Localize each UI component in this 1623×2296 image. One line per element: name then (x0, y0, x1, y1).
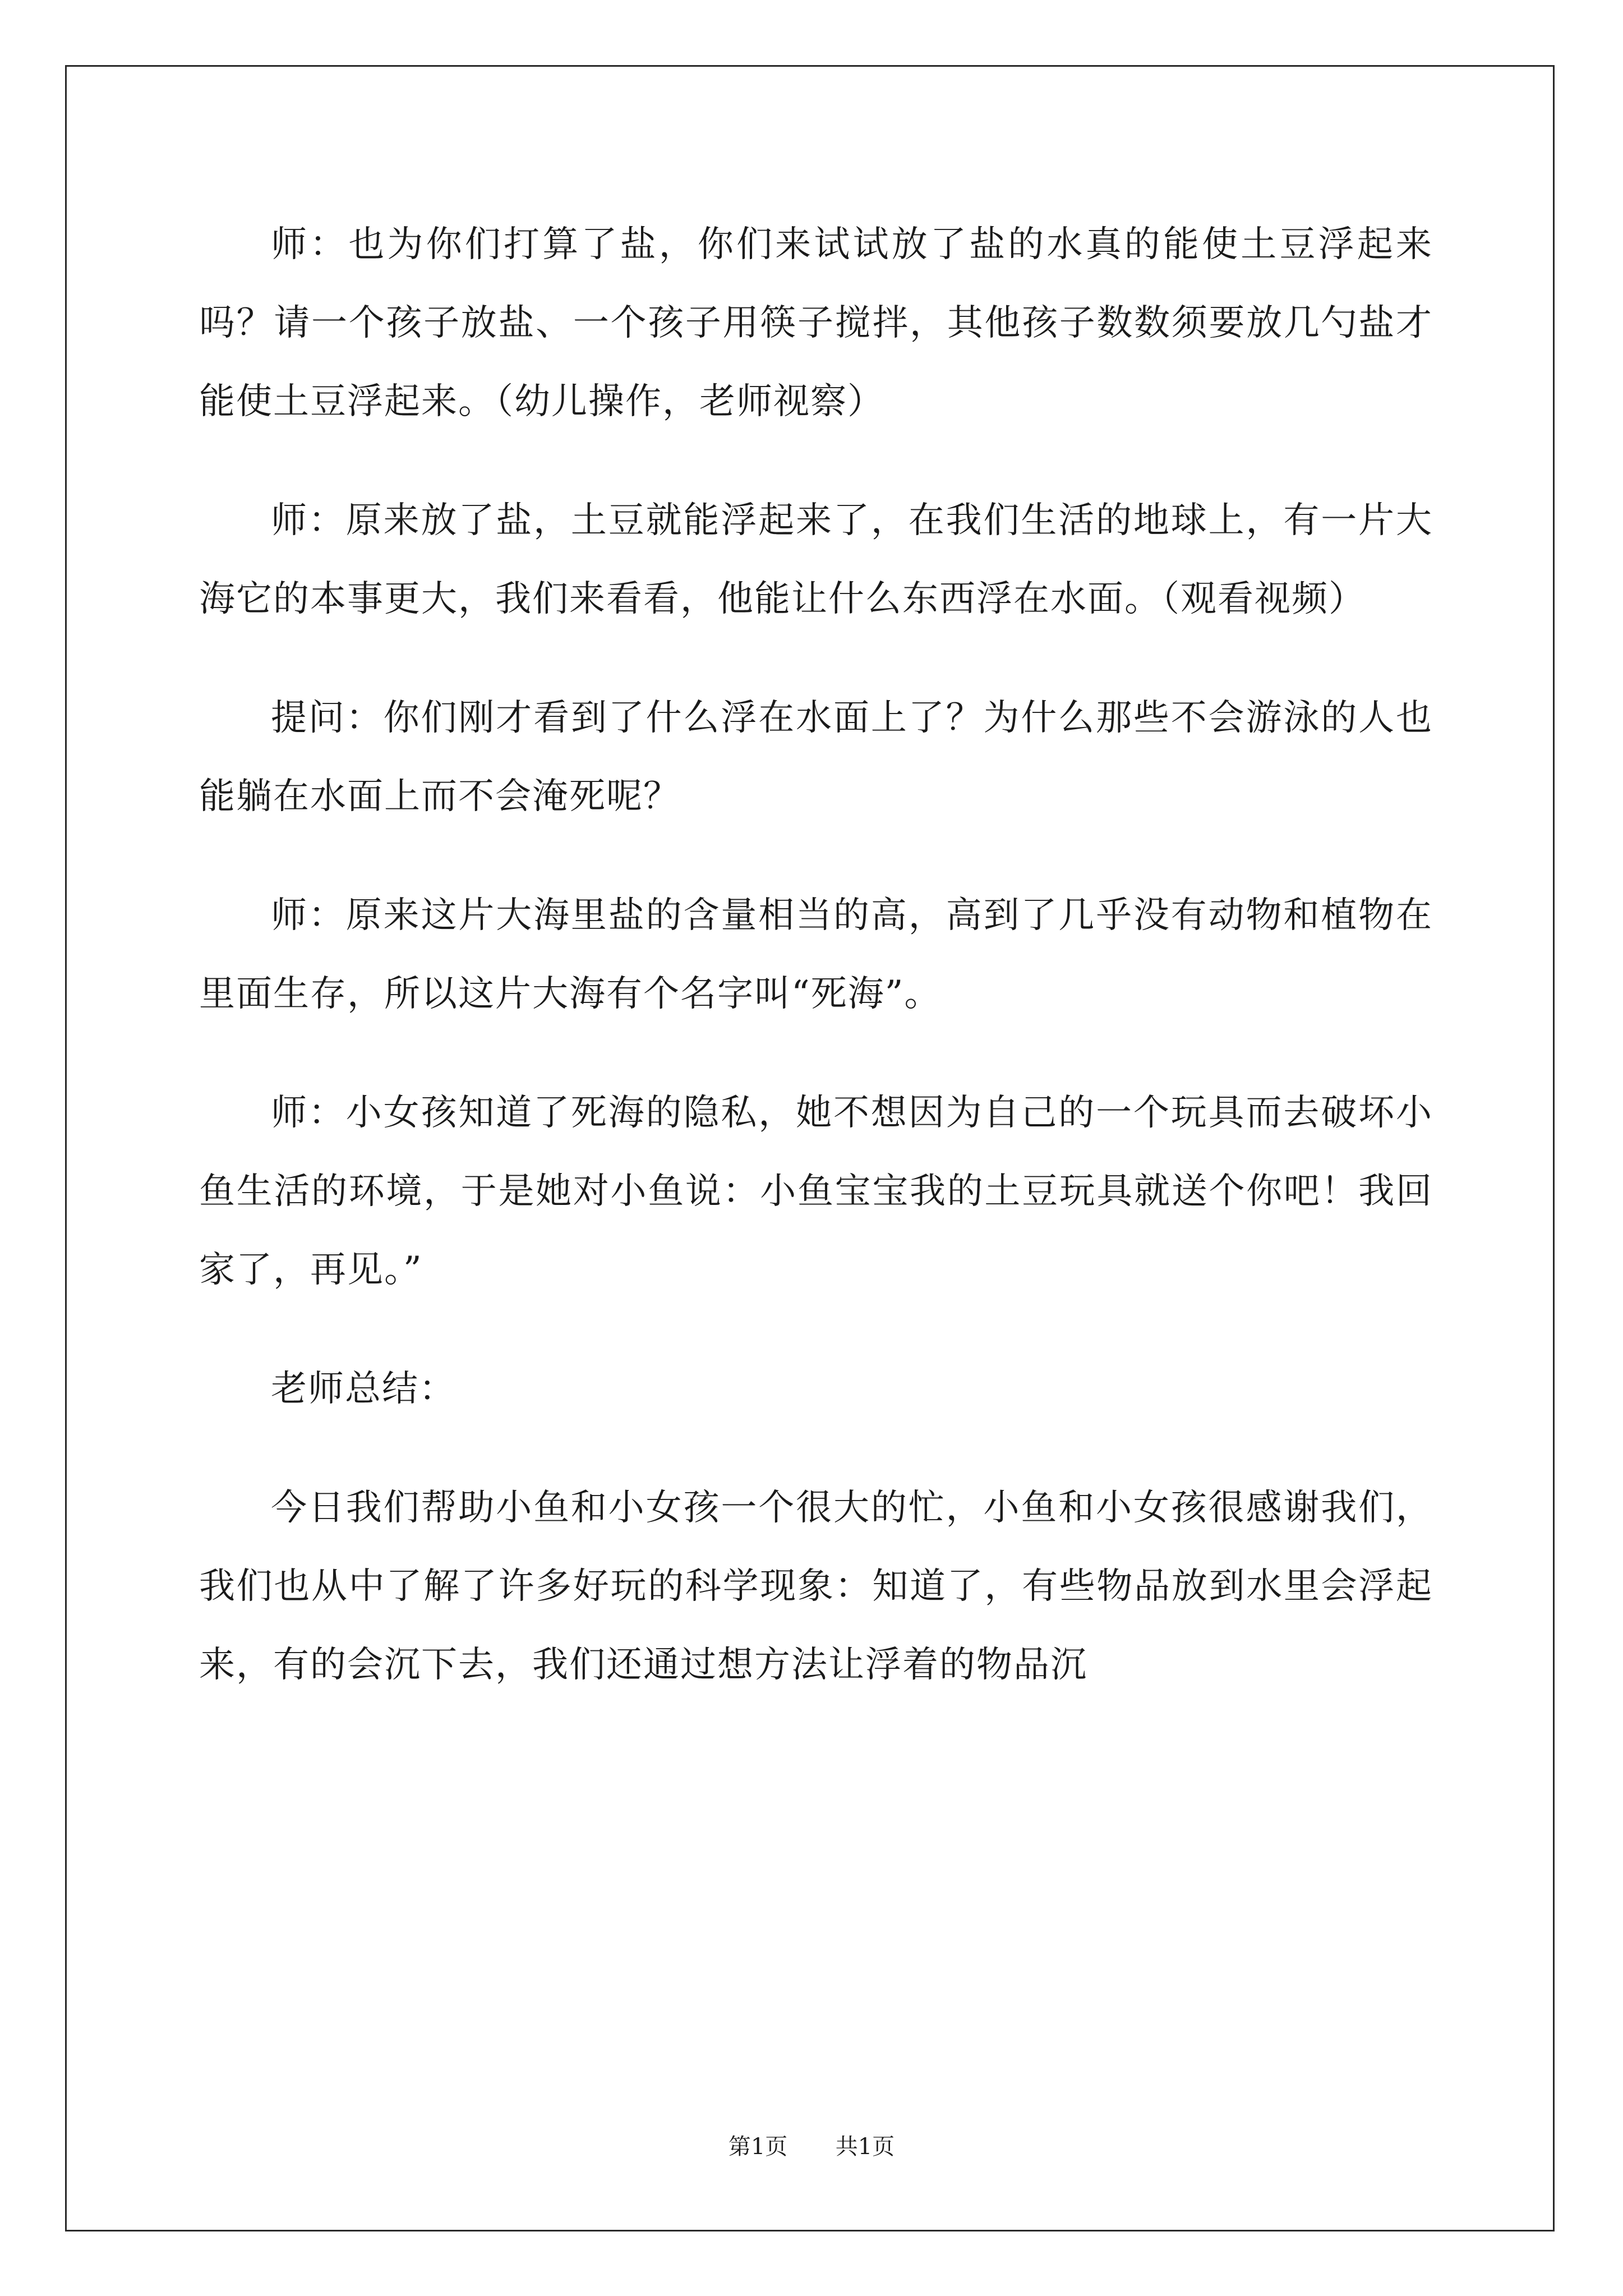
paragraph: 老师总结： (271, 1368, 456, 1410)
page-total: 共1页 (835, 2134, 895, 2160)
paragraph: 师：也为你们打算了盐，你们来试试放了盐的水真的能使土豆浮起来吗？请一个孩子放盐、一个孩子用筷子搅拌，其他孩子数数须要放几勺盐才能使土豆浮起来。（幼儿操作，老师视察） (199, 224, 1433, 422)
page-number: 第1页 (728, 2134, 788, 2160)
page-footer (0, 2129, 1623, 2161)
paragraph: 师：原来放了盐，土豆就能浮起来了，在我们生活的地球上，有一片大海它的本事更大，我们来看看，他能让什么东西浮在水面。（观看视频） (199, 500, 1433, 620)
paragraph: 师：小女孩知道了死海的隐私，她不想因为自己的一个玩具而去破坏小鱼生活的环境，于是她对小鱼说：小鱼宝宝我的土豆玩具就送个你吧！我回家了，再见。” (199, 1092, 1433, 1291)
paragraph: 今日我们帮助小鱼和小女孩一个很大的忙，小鱼和小女孩很感谢我们，我们也从中了解了许多好玩的科学现象：知道了，有些物品放到水里会浮起来，有的会沉下去，我们还通过想方法让浮着的物品沉 (199, 1487, 1433, 1686)
paragraph: 提问：你们刚才看到了什么浮在水面上了？为什么那些不会游泳的人也能躺在水面上而不会淹死呢？ (199, 697, 1433, 817)
paragraph: 师：原来这片大海里盐的含量相当的高，高到了几乎没有动物和植物在里面生存，所以这片大海有个名字叫“死海”。 (199, 895, 1433, 1015)
document-body (199, 205, 1433, 1745)
